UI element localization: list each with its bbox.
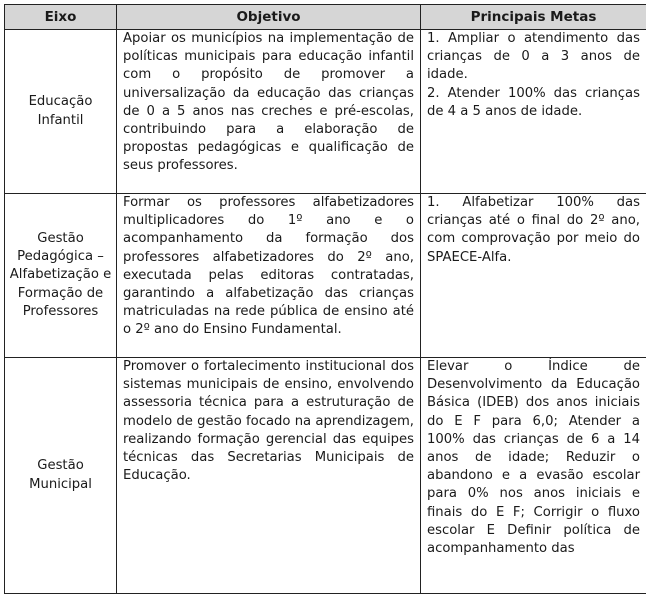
metas-cell: [421, 358, 647, 594]
header-objetivo: Objetivo: [117, 5, 421, 30]
eixo-cell: Gestão Municipal: [5, 358, 117, 594]
programs-table: [4, 4, 646, 594]
metas-cell: [421, 194, 647, 358]
table-header-row: [5, 5, 647, 30]
objetivo-cell: Apoiar os municípios na implementação de políticas municipais para educação infantil com o propósito de promover a universalização da educação das crianças de 0 a 5 anos nas creches e pré-escolas, contribuindo para a elaboração de propostas pedagógicas e qualificação de seus professores.: [117, 30, 421, 194]
header-eixo: Eixo: [5, 5, 117, 30]
meta-item: Elevar o Índice de Desenvolvimento da Educação Básica (IDEB) dos anos iniciais do E F para 6,0; Atender a 100% das crianças de 6 a 14 anos de idade; Reduzir o abandono e a evasão escolar para 0% nos anos iniciais e finais do E F; Corrigir o fluxo escolar E Definir política de acompanhamento das: [427, 359, 640, 557]
meta-item: 1. Alfabetizar 100% das crianças até o final do 2º ano, com comprovação por meio do SPAECE-Alfa.: [427, 195, 640, 265]
header-principais-metas: Principais Metas: [421, 5, 647, 30]
table-row: [5, 30, 647, 194]
document-page: [4, 4, 646, 604]
table-row: [5, 358, 647, 594]
table-row: [5, 194, 647, 358]
meta-item: 1. Ampliar o atendimento das crianças de 0 a 3 anos de idade.: [427, 31, 640, 83]
eixo-cell: Educação Infantil: [5, 30, 117, 194]
objetivo-cell: Formar os professores alfabetizadores multiplicadores do 1º ano e o acompanhamento da formação dos professores alfabetizadores do 2º ano, executada pelas editoras contratadas, garantindo a alfabetização das crianças matriculadas na rede pública de ensino até o 2º ano do Ensino Fundamental.: [117, 194, 421, 358]
meta-item: 2. Atender 100% das crianças de 4 a 5 anos de idade.: [427, 85, 640, 119]
objetivo-cell: Promover o fortalecimento institucional dos sistemas municipais de ensino, envolvendo assessoria técnica para a estruturação de modelo de gestão focado na aprendizagem, realizando formação gerencial das equipes técnicas das Secretarias Municipais de Educação.: [117, 358, 421, 594]
metas-cell: [421, 30, 647, 194]
eixo-cell: Gestão Pedagógica – Alfabetização e Formação de Professores: [5, 194, 117, 358]
